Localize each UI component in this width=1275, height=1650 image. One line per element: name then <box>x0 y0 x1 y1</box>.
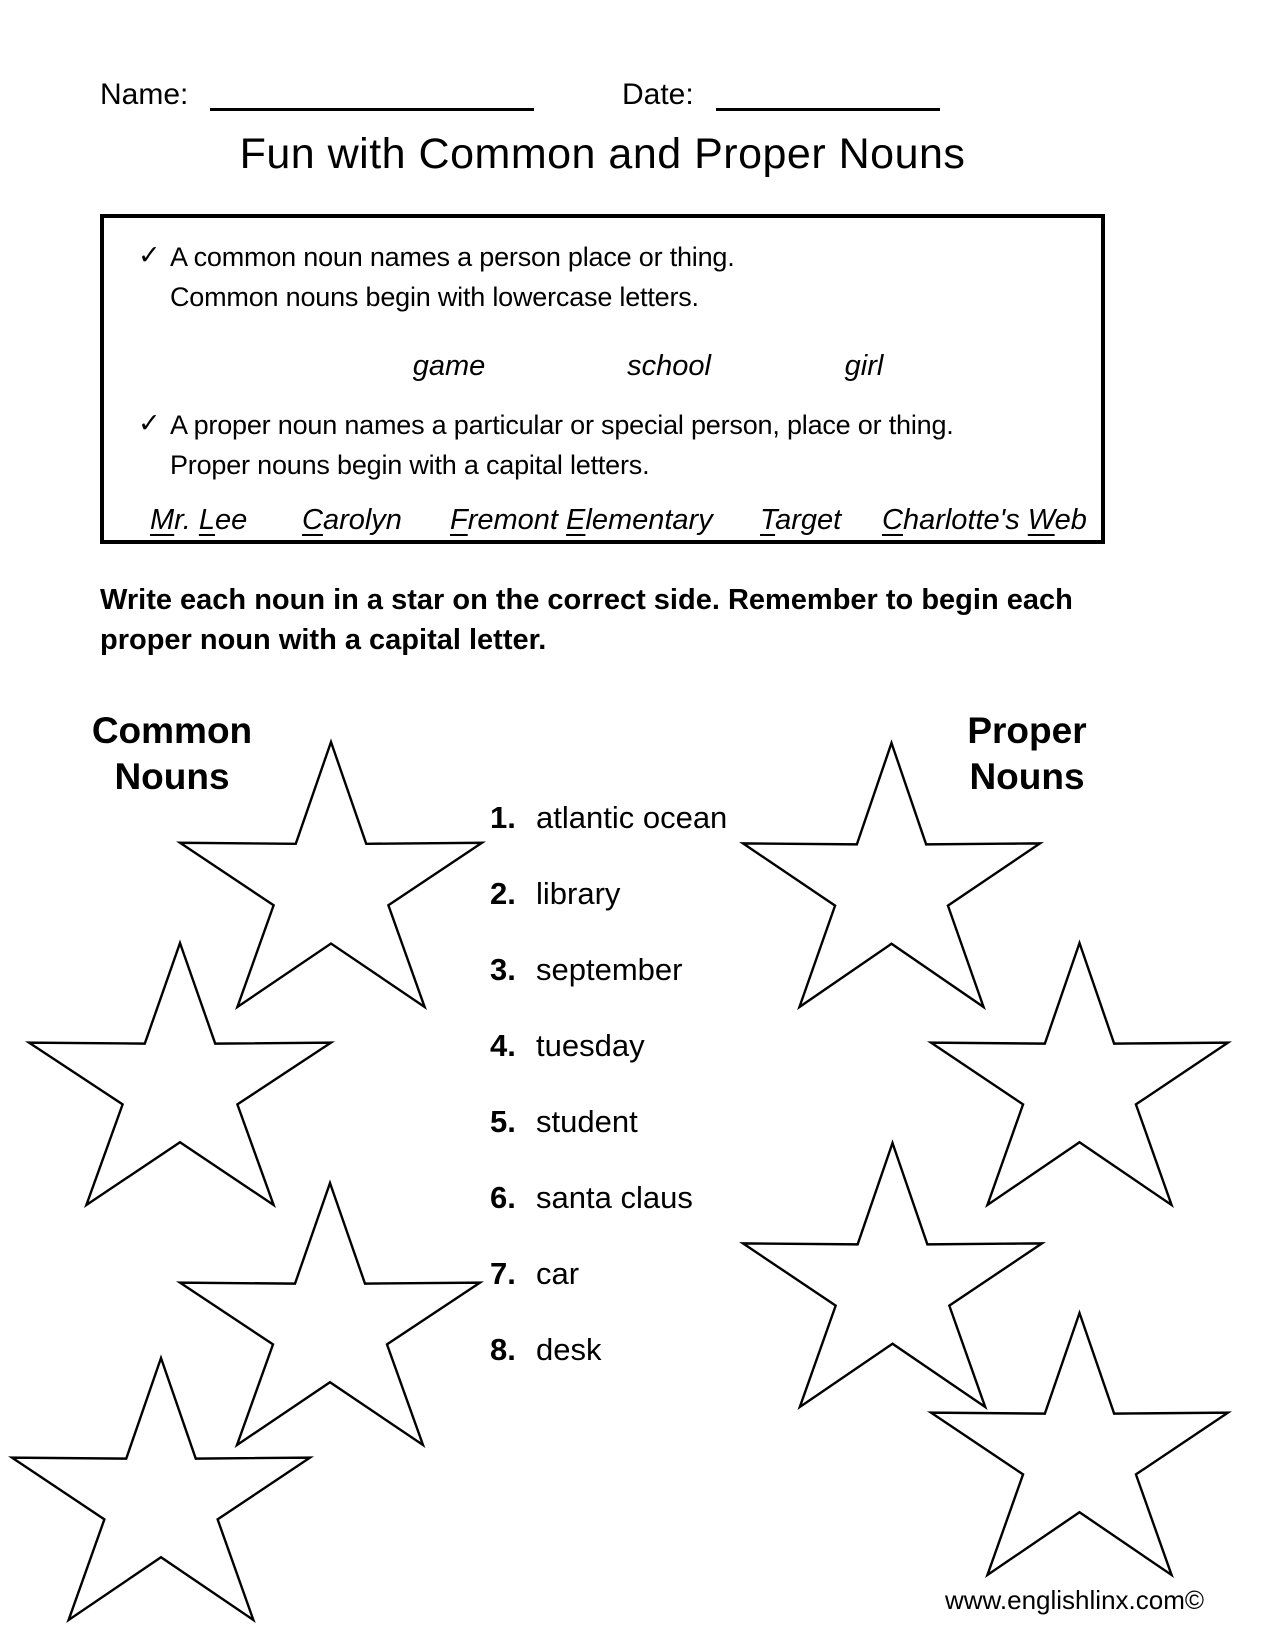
common-rule-line2: Common nouns begin with lowercase letters. <box>170 282 699 312</box>
example-part: T <box>760 504 776 536</box>
star-outline-icon <box>12 1358 310 1620</box>
instructions-line1: Write each noun in a star on the correct side. Remember to begin each <box>100 584 1073 616</box>
noun-word: santa claus <box>536 1180 693 1215</box>
proper-example-mr-lee <box>150 504 247 537</box>
rules-box <box>100 214 1105 544</box>
noun-number: 3. <box>490 952 516 987</box>
star-outline-icon <box>29 943 331 1205</box>
example-part: ee <box>215 504 248 536</box>
noun-word: atlantic ocean <box>536 800 728 835</box>
common-heading-line1: Common <box>91 710 253 751</box>
noun-list-item <box>490 1180 727 1256</box>
noun-list <box>490 800 727 1408</box>
proper-star-slot-4[interactable] <box>931 1313 1228 1575</box>
checkmark-icon: ✓ <box>138 240 161 270</box>
star-outline-icon <box>931 1313 1228 1575</box>
noun-list-item <box>490 1028 727 1104</box>
date-label: Date: <box>622 78 694 111</box>
noun-list-item <box>490 876 727 952</box>
example-part: E <box>566 504 586 536</box>
noun-number: 6. <box>490 1180 516 1215</box>
noun-number: 5. <box>490 1104 516 1139</box>
common-star-slot-2[interactable] <box>29 943 331 1205</box>
name-label: Name: <box>100 78 189 111</box>
example-part: C <box>882 504 903 536</box>
example-part: arget <box>775 504 842 536</box>
common-example-girl: girl <box>844 350 884 382</box>
noun-number: 1. <box>490 800 516 835</box>
common-heading-line2: Nouns <box>114 756 230 797</box>
example-part: lementary <box>585 504 713 536</box>
noun-list-item <box>490 1256 727 1332</box>
noun-word: september <box>536 952 683 987</box>
example-part: F <box>450 504 468 536</box>
page-title: Fun with Common and Proper Nouns <box>239 130 966 178</box>
noun-number: 4. <box>490 1028 516 1063</box>
noun-number: 8. <box>490 1332 516 1367</box>
example-part: r. <box>174 504 199 536</box>
proper-rule-line2: Proper nouns begin with a capital letters. <box>170 450 650 480</box>
example-part: L <box>198 504 216 536</box>
checkmark-icon: ✓ <box>138 408 161 438</box>
example-part: remont <box>467 504 567 536</box>
common-example-school: school <box>627 350 711 382</box>
noun-list-item <box>490 1104 727 1180</box>
noun-word: desk <box>536 1332 602 1367</box>
common-star-slot-4[interactable] <box>12 1358 310 1620</box>
example-part: arolyn <box>322 504 402 536</box>
noun-number: 7. <box>490 1256 516 1291</box>
noun-list-item <box>490 952 727 1028</box>
common-example-game: game <box>412 350 486 382</box>
common-rule-line1: A common noun names a person place or thing. <box>170 242 735 272</box>
noun-list-item <box>490 1332 727 1408</box>
example-part: M <box>150 504 175 536</box>
footer-url: www.englishlinx.com© <box>945 1585 1205 1615</box>
proper-heading-line1: Proper <box>967 710 1087 751</box>
name-input-line[interactable] <box>210 108 534 111</box>
proper-rule-line1: A proper noun names a particular or special person, place or thing. <box>170 410 954 440</box>
example-part: harlotte's <box>902 504 1028 536</box>
example-part: C <box>302 504 323 536</box>
proper-example-target <box>760 504 841 537</box>
example-part: eb <box>1054 504 1087 536</box>
noun-number: 2. <box>490 876 516 911</box>
proper-example-carolyn <box>302 504 402 537</box>
proper-example-fremont-elementary <box>450 504 713 537</box>
noun-word: library <box>536 876 621 911</box>
proper-example-charlottes-web <box>882 504 1087 537</box>
noun-list-item <box>490 800 727 876</box>
instructions-line2: proper noun with a capital letter. <box>100 624 547 656</box>
instructions <box>100 580 1073 660</box>
noun-word: tuesday <box>536 1028 645 1063</box>
noun-word: student <box>536 1104 638 1139</box>
proper-heading-line2: Nouns <box>969 756 1085 797</box>
example-part: W <box>1027 504 1055 536</box>
date-input-line[interactable] <box>716 108 940 111</box>
noun-word: car <box>536 1256 580 1291</box>
